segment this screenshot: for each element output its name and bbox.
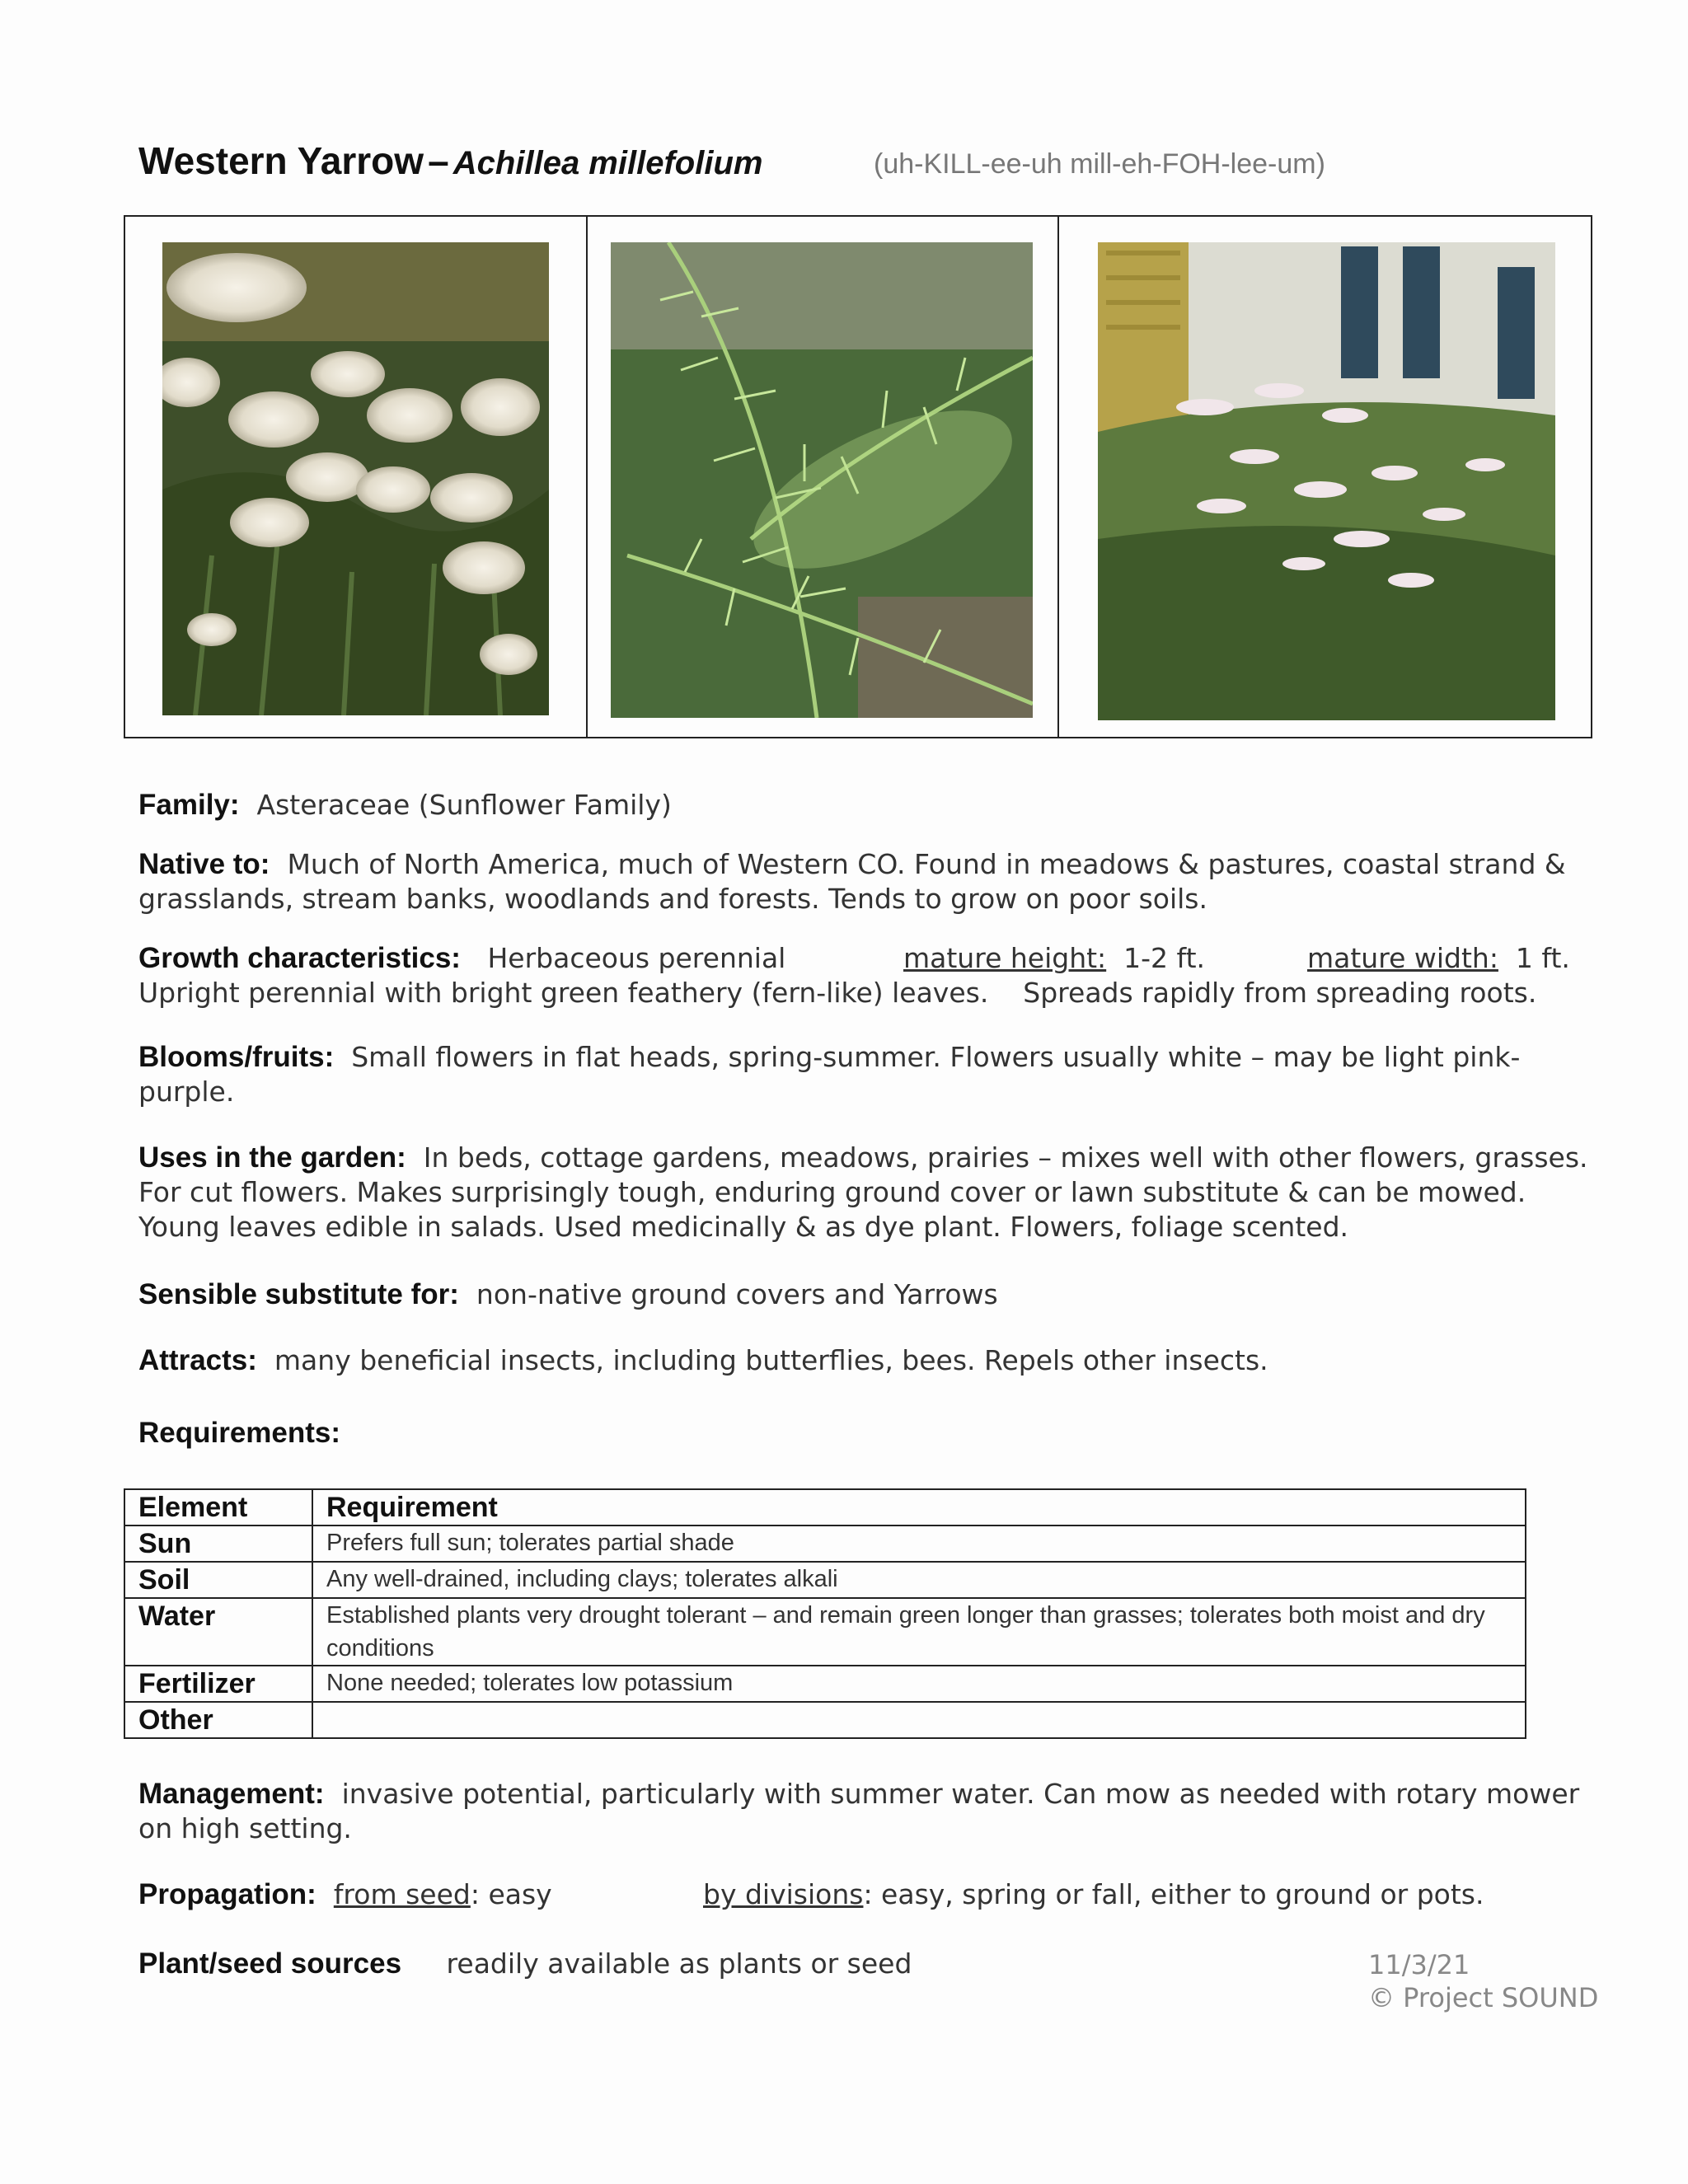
- row-requirement: Established plants very drought tolerant – and remain green longer than grasses; tolerates both moist and dry conditions: [312, 1598, 1526, 1666]
- blooms-text: Small flowers in flat heads, spring-summer. Flowers usually white – may be light pink-purple.: [138, 1041, 1521, 1108]
- photo-divider: [586, 217, 588, 737]
- pronunciation: (uh-KILL-ee-uh mill-eh-FOH-lee-um): [874, 148, 1325, 180]
- propagation-section: [138, 1877, 1589, 1912]
- native-section: [138, 847, 1589, 916]
- mature-height-label: mature height:: [903, 942, 1107, 974]
- native-label: Native to:: [138, 848, 270, 880]
- propagation-label: Propagation:: [138, 1878, 316, 1910]
- table-row: [124, 1526, 1526, 1562]
- footer-stamp: [1368, 1948, 1598, 2014]
- table-row: [124, 1702, 1526, 1738]
- photo-divider: [1057, 217, 1059, 737]
- attracts-section: [138, 1343, 1589, 1378]
- substitute-text: non-native ground covers and Yarrows: [476, 1278, 998, 1310]
- substitute-section: [138, 1277, 1589, 1312]
- photo-flowering-clumps: [162, 242, 549, 715]
- uses-label: Uses in the garden:: [138, 1141, 406, 1174]
- page-title: [138, 138, 762, 183]
- blooms-section: [138, 1040, 1589, 1109]
- uses-section: [138, 1141, 1589, 1244]
- by-divisions-label: by divisions: [703, 1878, 864, 1910]
- attracts-label: Attracts:: [138, 1344, 257, 1376]
- table-row: [124, 1666, 1526, 1702]
- sources-label: Plant/seed sources: [138, 1947, 402, 1980]
- photo-feathery-leaves: [611, 242, 1033, 718]
- substitute-label: Sensible substitute for:: [138, 1278, 459, 1310]
- from-seed-label: from seed: [333, 1878, 471, 1910]
- row-element: Soil: [124, 1562, 312, 1598]
- table-row: [124, 1598, 1526, 1666]
- growth-type: Herbaceous perennial: [487, 942, 786, 974]
- management-label: Management:: [138, 1778, 325, 1810]
- latin-name: Achillea millefolium: [452, 145, 763, 181]
- row-element: Water: [124, 1598, 312, 1666]
- family-label: Family:: [138, 789, 240, 821]
- native-text: Much of North America, much of Western CO. Found in meadows & pastures, coastal strand & grasslands, stream banks, woodlands and forests. Tends to grow on poor soils.: [138, 848, 1566, 915]
- row-element: Other: [124, 1702, 312, 1738]
- footer-date: 11/3/21: [1368, 1949, 1470, 1980]
- footer-copyright: © Project SOUND: [1368, 1982, 1599, 2013]
- growth-text: Upright perennial with bright green feathery (fern-like) leaves. Spreads rapidly from spreading roots.: [138, 977, 1537, 1009]
- table-row: [124, 1562, 1526, 1598]
- row-element: Fertilizer: [124, 1666, 312, 1702]
- management-text: invasive potential, particularly with summer water. Can mow as needed with rotary mower on high setting.: [138, 1778, 1580, 1844]
- family-section: [138, 788, 1589, 823]
- row-requirement: None needed; tolerates low potassium: [312, 1666, 1526, 1702]
- sources-text: readily available as plants or seed: [446, 1947, 912, 1980]
- photo-garden-planting: [1098, 242, 1555, 720]
- uses-text: In beds, cottage gardens, meadows, prairies – mixes well with other flowers, grasses. For cut flowers. Makes surprisingly tough, enduring ground cover or lawn substitute & can be mowed. Young leaves edible in salads. Used medicinally & as dye plant. Flowers, foliage scented.: [138, 1141, 1588, 1243]
- table-header-requirement: Requirement: [312, 1489, 1526, 1526]
- table-header-element: Element: [124, 1489, 312, 1526]
- by-divisions-text: : easy, spring or fall, either to ground or pots.: [863, 1878, 1484, 1910]
- requirements-label: Requirements:: [138, 1417, 341, 1449]
- management-section: [138, 1777, 1589, 1846]
- mature-width-value: 1 ft.: [1515, 942, 1570, 974]
- common-name: Western Yarrow: [138, 139, 424, 182]
- title-dash: –: [428, 139, 449, 182]
- blooms-label: Blooms/fruits:: [138, 1041, 335, 1073]
- from-seed-text: : easy: [470, 1878, 552, 1910]
- mature-width-label: mature width:: [1307, 942, 1498, 974]
- requirements-heading: [138, 1416, 1589, 1451]
- photo-strip: [124, 215, 1592, 738]
- row-requirement: [312, 1702, 1526, 1738]
- growth-section: [138, 941, 1589, 1010]
- growth-label: Growth characteristics:: [138, 942, 461, 974]
- row-requirement: Prefers full sun; tolerates partial shade: [312, 1526, 1526, 1562]
- family-text: Asteraceae (Sunflower Family): [256, 789, 672, 821]
- row-element: Sun: [124, 1526, 312, 1562]
- table-header-row: [124, 1489, 1526, 1526]
- mature-height-value: 1-2 ft.: [1123, 942, 1206, 974]
- requirements-table: [124, 1488, 1526, 1739]
- attracts-text: many beneficial insects, including butterflies, bees. Repels other insects.: [274, 1344, 1268, 1376]
- row-requirement: Any well-drained, including clays; tolerates alkali: [312, 1562, 1526, 1598]
